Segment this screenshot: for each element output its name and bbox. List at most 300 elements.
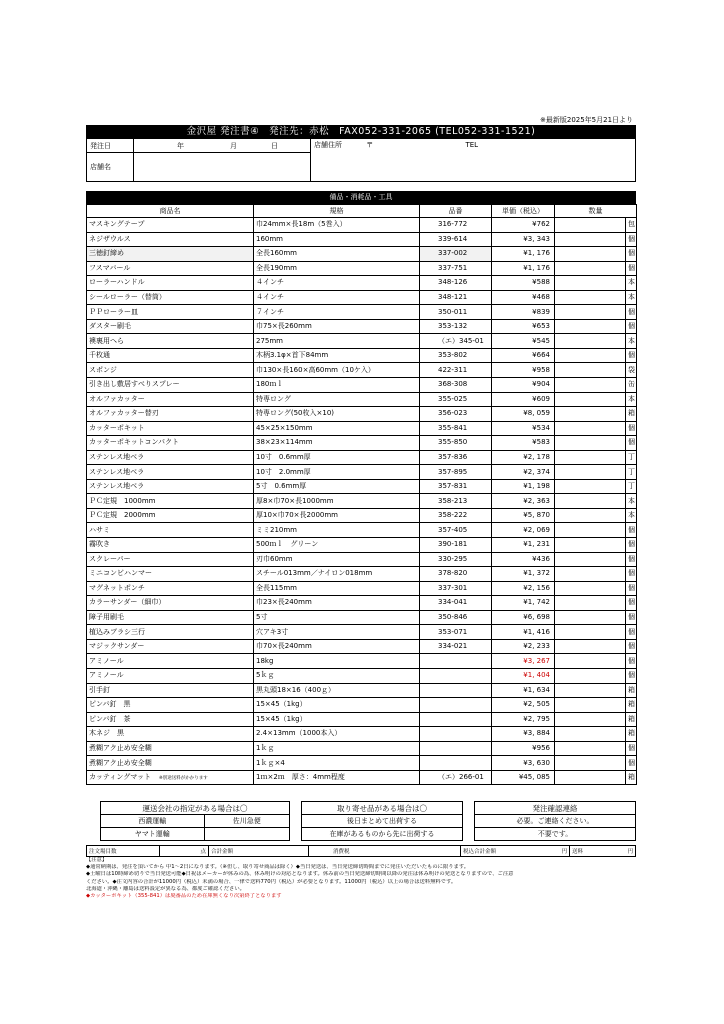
unit-price: ¥1, 634 bbox=[492, 683, 555, 698]
month-label: 月 bbox=[230, 141, 237, 150]
unit-price: ¥1, 404 bbox=[492, 668, 555, 683]
product-name bbox=[87, 567, 254, 582]
option-sagawa[interactable]: 佐川急便 bbox=[204, 815, 289, 828]
product-name-text: マグネットポンチ bbox=[89, 583, 145, 592]
unit-price: ¥3, 267 bbox=[492, 654, 555, 669]
unit-label: 個 bbox=[626, 552, 637, 567]
confirmation-title: 発注確認連絡 bbox=[475, 802, 636, 815]
table-row bbox=[87, 290, 637, 305]
items-table bbox=[86, 204, 637, 785]
product-code: 357-831 bbox=[420, 479, 492, 494]
product-spec: 全長115mm bbox=[254, 581, 420, 596]
product-name bbox=[87, 727, 254, 742]
product-name-text: ステンレス地ベラ bbox=[89, 453, 145, 462]
unit-label: 個 bbox=[626, 756, 637, 771]
quantity-input[interactable] bbox=[555, 392, 626, 407]
product-code bbox=[420, 654, 492, 669]
product-spec: 180ｍｌ bbox=[254, 378, 420, 393]
quantity-input[interactable] bbox=[555, 727, 626, 742]
product-spec: 45×25×150mm bbox=[254, 421, 420, 436]
col-name: 商品名 bbox=[87, 205, 254, 218]
unit-label: 個 bbox=[626, 523, 637, 538]
product-code: 378-820 bbox=[420, 567, 492, 582]
table-row bbox=[87, 610, 637, 625]
product-spec: 木柄3.1φ×首下84mm bbox=[254, 348, 420, 363]
unit-label: 本 bbox=[626, 334, 637, 349]
count-field[interactable] bbox=[160, 846, 209, 857]
tax-field[interactable] bbox=[309, 846, 461, 857]
table-row bbox=[87, 348, 637, 363]
product-spec: 巾75×長260mm bbox=[254, 319, 420, 334]
product-spec: 巾23×長240mm bbox=[254, 596, 420, 611]
unit-label: 個 bbox=[626, 247, 637, 262]
product-spec: 18kg bbox=[254, 654, 420, 669]
product-name-text: ピンバ釘 黒 bbox=[89, 700, 131, 709]
product-name-text: ネジザウルス bbox=[89, 234, 131, 243]
quantity-input[interactable] bbox=[555, 363, 626, 378]
product-spec: 1ｋｇ bbox=[254, 741, 420, 756]
product-code: 357-836 bbox=[420, 450, 492, 465]
quantity-input[interactable] bbox=[555, 698, 626, 713]
product-code: （エ）345-01 bbox=[420, 334, 492, 349]
product-code: 348-126 bbox=[420, 276, 492, 291]
quantity-input[interactable] bbox=[555, 450, 626, 465]
product-name-text: ピンバ釘 茶 bbox=[89, 714, 131, 723]
unit-label: 個 bbox=[626, 305, 637, 320]
store-name-field[interactable] bbox=[134, 153, 311, 182]
product-name-text: シールローラー（替筒） bbox=[89, 293, 166, 301]
unit-price: ¥1, 198 bbox=[492, 479, 555, 494]
table-row bbox=[87, 668, 637, 683]
unit-label: 丁 bbox=[626, 479, 637, 494]
table-row bbox=[87, 494, 637, 509]
product-spec: 15×45（1kg） bbox=[254, 698, 420, 713]
product-code: 356-023 bbox=[420, 407, 492, 422]
unit-price: ¥1, 742 bbox=[492, 596, 555, 611]
product-spec: 1ｋｇ×4 bbox=[254, 756, 420, 771]
product-name-text: ローラーハンドル bbox=[89, 278, 145, 287]
unit-label: 個 bbox=[626, 232, 637, 247]
col-spec: 規格 bbox=[254, 205, 420, 218]
product-code: 350-011 bbox=[420, 305, 492, 320]
table-row bbox=[87, 741, 637, 756]
table-row bbox=[87, 421, 637, 436]
quantity-input[interactable] bbox=[555, 741, 626, 756]
product-name bbox=[87, 741, 254, 756]
unit-price: ¥534 bbox=[492, 421, 555, 436]
product-name bbox=[87, 770, 254, 785]
product-name bbox=[87, 392, 254, 407]
product-name bbox=[87, 508, 254, 523]
table-row bbox=[87, 305, 637, 320]
quantity-input[interactable] bbox=[555, 247, 626, 262]
unit-price: ¥2, 069 bbox=[492, 523, 555, 538]
product-name bbox=[87, 378, 254, 393]
order-date-field[interactable] bbox=[134, 139, 311, 153]
product-code: 353-802 bbox=[420, 348, 492, 363]
table-row bbox=[87, 581, 637, 596]
product-name bbox=[87, 232, 254, 247]
quantity-input[interactable] bbox=[555, 581, 626, 596]
product-name-text: ＰＣ定規 1000mm bbox=[89, 496, 156, 505]
notes-block bbox=[86, 857, 636, 900]
note-line: 北海道・沖縄・離島は送料設定が異なる為、都度ご確認ください。 bbox=[86, 885, 245, 892]
product-name bbox=[87, 334, 254, 349]
table-row bbox=[87, 567, 637, 582]
quantity-input[interactable] bbox=[555, 596, 626, 611]
product-name bbox=[87, 610, 254, 625]
section-title: 備品・消耗品・工具 bbox=[86, 191, 636, 204]
unit-label: 箱 bbox=[626, 407, 637, 422]
product-code: 334-021 bbox=[420, 639, 492, 654]
product-code: 334-041 bbox=[420, 596, 492, 611]
quantity-input[interactable] bbox=[555, 567, 626, 582]
unit-label: 箱 bbox=[626, 698, 637, 713]
product-name-text: 千枚通 bbox=[89, 351, 110, 360]
table-row bbox=[87, 261, 637, 276]
product-code: 339-614 bbox=[420, 232, 492, 247]
totals-row bbox=[86, 845, 636, 857]
shipping-field[interactable] bbox=[570, 846, 636, 857]
unit-price: ¥904 bbox=[492, 378, 555, 393]
unit-label: 本 bbox=[626, 290, 637, 305]
quantity-input[interactable] bbox=[555, 232, 626, 247]
product-name bbox=[87, 552, 254, 567]
product-name bbox=[87, 465, 254, 480]
table-row bbox=[87, 683, 637, 698]
store-address-field[interactable] bbox=[311, 139, 636, 182]
product-name bbox=[87, 625, 254, 640]
product-spec: 10寸 2.0mm厚 bbox=[254, 465, 420, 480]
product-spec: 巾130×長160×高60mm（10ケ入） bbox=[254, 363, 420, 378]
product-code bbox=[420, 741, 492, 756]
unit-label: 個 bbox=[626, 596, 637, 611]
quantity-input[interactable] bbox=[555, 712, 626, 727]
product-name bbox=[87, 712, 254, 727]
product-spec: 特専ロング bbox=[254, 392, 420, 407]
product-name bbox=[87, 407, 254, 422]
table-row bbox=[87, 450, 637, 465]
shipping-label: 送料 bbox=[572, 849, 584, 855]
product-spec: スチール013mm／ナイロン018mm bbox=[254, 567, 420, 582]
quantity-input[interactable] bbox=[555, 319, 626, 334]
quantity-input[interactable] bbox=[555, 261, 626, 276]
tax-label: 消費税 bbox=[333, 849, 350, 855]
product-name bbox=[87, 450, 254, 465]
order-form-title: 金沢屋 発注書④ 発注先：赤松 FAX052-331-2065 (TEL052-331-1521) bbox=[86, 125, 636, 138]
confirmation-box bbox=[474, 801, 636, 841]
unit-label: 個 bbox=[626, 639, 637, 654]
product-name-text: ダスター刷毛 bbox=[89, 322, 131, 331]
unit-label: 個 bbox=[626, 567, 637, 582]
tel-label: TEL bbox=[465, 141, 479, 149]
product-spec: 黒丸頭18×16（400ｇ） bbox=[254, 683, 420, 698]
product-code: 353-071 bbox=[420, 625, 492, 640]
product-code: 330-295 bbox=[420, 552, 492, 567]
product-code: 358-213 bbox=[420, 494, 492, 509]
note-line: ください。◆注文内容の合計が11000円（税込）未満の場合、一律で送料770円（税込）が必要となります。11000円（税込）以上の場合は送料無料です。 bbox=[86, 878, 457, 885]
backorder-box bbox=[301, 801, 463, 841]
table-row bbox=[87, 363, 637, 378]
store-address-label: 店舗住所 bbox=[314, 141, 342, 149]
product-name-text: スポンジ bbox=[89, 365, 117, 374]
table-row bbox=[87, 712, 637, 727]
quantity-input[interactable] bbox=[555, 421, 626, 436]
quantity-input[interactable] bbox=[555, 552, 626, 567]
product-name-text: ＰＣ定規 2000mm bbox=[89, 511, 156, 520]
quantity-input[interactable] bbox=[555, 276, 626, 291]
unit-price: ¥2, 178 bbox=[492, 450, 555, 465]
product-code bbox=[420, 668, 492, 683]
product-name bbox=[87, 581, 254, 596]
product-name-text: カラーサンダー（細巾） bbox=[89, 598, 166, 607]
product-spec: 1ｍ×2ｍ 厚さ：4mm程度 bbox=[254, 770, 420, 785]
product-spec: ４インチ bbox=[254, 276, 420, 291]
quantity-input[interactable] bbox=[555, 494, 626, 509]
unit-label: 個 bbox=[626, 436, 637, 451]
product-name-text: 襖裏用へら bbox=[89, 336, 124, 345]
option-seino[interactable]: 西濃運輸 bbox=[101, 815, 205, 828]
col-qty: 数量 bbox=[555, 205, 637, 218]
table-row bbox=[87, 523, 637, 538]
backorder-title: 取り寄せ品がある場合は〇 bbox=[302, 802, 463, 815]
updated-notice: ※最新版2025年5月21日より bbox=[540, 116, 634, 124]
product-code: 350-846 bbox=[420, 610, 492, 625]
order-date-label: 発注日 bbox=[87, 139, 134, 153]
quantity-input[interactable] bbox=[555, 639, 626, 654]
product-spec: 15×45（1kg） bbox=[254, 712, 420, 727]
unit-label: 本 bbox=[626, 508, 637, 523]
col-code: 品番 bbox=[420, 205, 492, 218]
product-name-text: 煮糊アク止め安全糊 bbox=[89, 758, 152, 767]
product-code bbox=[420, 683, 492, 698]
unit-label: 個 bbox=[626, 538, 637, 553]
unit-price: ¥2, 363 bbox=[492, 494, 555, 509]
quantity-input[interactable] bbox=[555, 436, 626, 451]
product-name-text: 引手釘 bbox=[89, 685, 110, 694]
product-name bbox=[87, 494, 254, 509]
product-name-text: 三徳釘締め bbox=[89, 249, 124, 258]
taxincl-label: 税込合計金額 bbox=[463, 849, 497, 855]
product-spec: 2.4×13mm（1000本入） bbox=[254, 727, 420, 742]
unit-label: 個 bbox=[626, 654, 637, 669]
unit-label: 箱 bbox=[626, 727, 637, 742]
quantity-input[interactable] bbox=[555, 625, 626, 640]
table-row bbox=[87, 232, 637, 247]
product-name-text: ステンレス地ベラ bbox=[89, 467, 145, 476]
quantity-input[interactable] bbox=[555, 334, 626, 349]
unit-label: 本 bbox=[626, 392, 637, 407]
product-name-text: カッターポキットコンパクト bbox=[89, 438, 180, 447]
unit-price: ¥6, 698 bbox=[492, 610, 555, 625]
taxincl-field[interactable] bbox=[461, 846, 570, 857]
product-name-text: カッターポキット bbox=[89, 423, 145, 432]
product-spec: 穴アキ3寸 bbox=[254, 625, 420, 640]
product-name bbox=[87, 538, 254, 553]
table-row bbox=[87, 727, 637, 742]
product-name bbox=[87, 654, 254, 669]
total-field[interactable] bbox=[209, 846, 309, 857]
table-row bbox=[87, 538, 637, 553]
col-price: 単価（税込） bbox=[492, 205, 555, 218]
option-yamato[interactable]: ヤマト運輸 bbox=[101, 828, 205, 841]
product-name bbox=[87, 247, 254, 262]
table-row bbox=[87, 218, 637, 233]
option-blank[interactable] bbox=[204, 828, 289, 841]
table-row bbox=[87, 465, 637, 480]
option-ship-together[interactable]: 後日まとめて出荷する bbox=[302, 815, 463, 828]
product-code bbox=[420, 756, 492, 771]
product-code: 337-751 bbox=[420, 261, 492, 276]
product-spec: 500ｍｌ グリーン bbox=[254, 538, 420, 553]
product-code: 316-772 bbox=[420, 218, 492, 233]
product-name bbox=[87, 523, 254, 538]
table-row bbox=[87, 392, 637, 407]
product-code: 390-181 bbox=[420, 538, 492, 553]
product-name bbox=[87, 261, 254, 276]
product-spec: 刃巾60mm bbox=[254, 552, 420, 567]
unit-label: 個 bbox=[626, 581, 637, 596]
unit-label: 缶 bbox=[626, 378, 637, 393]
unit-price: ¥5, 870 bbox=[492, 508, 555, 523]
unit-label: 包 bbox=[626, 218, 637, 233]
quantity-input[interactable] bbox=[555, 538, 626, 553]
unit-label: 本 bbox=[626, 494, 637, 509]
table-row bbox=[87, 479, 637, 494]
unit-price: ¥436 bbox=[492, 552, 555, 567]
quantity-input[interactable] bbox=[555, 610, 626, 625]
quantity-input[interactable] bbox=[555, 756, 626, 771]
quantity-input[interactable] bbox=[555, 654, 626, 669]
unit-price: ¥664 bbox=[492, 348, 555, 363]
unit-price: ¥8, 059 bbox=[492, 407, 555, 422]
unit-price: ¥3, 630 bbox=[492, 756, 555, 771]
table-row bbox=[87, 319, 637, 334]
quantity-input[interactable] bbox=[555, 290, 626, 305]
quantity-input[interactable] bbox=[555, 305, 626, 320]
quantity-input[interactable] bbox=[555, 465, 626, 480]
shipping-company-title: 運送会社の指定がある場合は〇 bbox=[101, 802, 290, 815]
product-name-text: カッティングマット bbox=[89, 772, 151, 781]
product-code: （エ）266-01 bbox=[420, 770, 492, 785]
table-row bbox=[87, 436, 637, 451]
unit-price: ¥956 bbox=[492, 741, 555, 756]
quantity-input[interactable] bbox=[555, 378, 626, 393]
note-line: ◆通常納期は、発注を頂いてから 中1～2日になります。（※但し、取り寄せ商品は除く）◆当日発送は、当日発送締切時間までに発注いただいたものに限ります。 bbox=[86, 864, 470, 871]
count-label: 注文場目数 bbox=[87, 846, 160, 857]
unit-price: ¥588 bbox=[492, 276, 555, 291]
unit-price: ¥609 bbox=[492, 392, 555, 407]
product-name-text: ミニコンビハンマー bbox=[89, 569, 152, 578]
unit-label: 個 bbox=[626, 261, 637, 276]
quantity-input[interactable] bbox=[555, 668, 626, 683]
product-name bbox=[87, 363, 254, 378]
product-spec: 275mm bbox=[254, 334, 420, 349]
unit-label: 個 bbox=[626, 668, 637, 683]
product-spec: 5寸 bbox=[254, 610, 420, 625]
product-name-text: 煮糊アク止め安全糊 bbox=[89, 743, 152, 752]
table-row bbox=[87, 756, 637, 771]
quantity-input[interactable] bbox=[555, 479, 626, 494]
product-name-text: 引き出し敷居すべりスプレー bbox=[89, 380, 180, 389]
unit-label: 箱 bbox=[626, 712, 637, 727]
product-name bbox=[87, 276, 254, 291]
unit-label: 個 bbox=[626, 348, 637, 363]
product-spec: 巾24mm×長18m（5巻入） bbox=[254, 218, 420, 233]
shipping-yen: 円 bbox=[627, 849, 633, 855]
product-name-text: アミノール bbox=[89, 671, 124, 680]
product-name-text: ステンレス地ベラ bbox=[89, 482, 145, 491]
quantity-input[interactable] bbox=[555, 508, 626, 523]
option-contact-not-needed[interactable]: 不要です。 bbox=[475, 828, 636, 841]
quantity-input[interactable] bbox=[555, 218, 626, 233]
option-contact-needed[interactable]: 必要。ご連絡ください。 bbox=[475, 815, 636, 828]
taxincl-yen: 円 bbox=[561, 849, 567, 855]
unit-label: 個 bbox=[626, 741, 637, 756]
product-spec: 特専ロング(50枚入×10) bbox=[254, 407, 420, 422]
product-name bbox=[87, 290, 254, 305]
table-row bbox=[87, 407, 637, 422]
quantity-input[interactable] bbox=[555, 407, 626, 422]
product-code: 355-841 bbox=[420, 421, 492, 436]
quantity-input[interactable] bbox=[555, 770, 626, 785]
product-code: 358-222 bbox=[420, 508, 492, 523]
unit-price: ¥2, 374 bbox=[492, 465, 555, 480]
product-name bbox=[87, 479, 254, 494]
product-code: 357-895 bbox=[420, 465, 492, 480]
product-name bbox=[87, 218, 254, 233]
unit-price: ¥468 bbox=[492, 290, 555, 305]
product-code bbox=[420, 712, 492, 727]
product-name bbox=[87, 639, 254, 654]
quantity-input[interactable] bbox=[555, 348, 626, 363]
note-line: 【注意】 bbox=[86, 857, 108, 863]
unit-price: ¥2, 505 bbox=[492, 698, 555, 713]
option-ship-in-stock-first[interactable]: 在庫があるものから先に出荷する bbox=[302, 828, 463, 841]
product-code: 422-311 bbox=[420, 363, 492, 378]
product-code: 355-850 bbox=[420, 436, 492, 451]
total-label: 合計金額 bbox=[211, 849, 234, 855]
unit-price: ¥1, 176 bbox=[492, 247, 555, 262]
product-code bbox=[420, 698, 492, 713]
table-row bbox=[87, 625, 637, 640]
unit-label: 丁 bbox=[626, 465, 637, 480]
shipping-company-box bbox=[100, 801, 290, 841]
unit-price: ¥1, 372 bbox=[492, 567, 555, 582]
product-name-text: オルファカッター bbox=[89, 394, 145, 403]
product-code: 357-405 bbox=[420, 523, 492, 538]
unit-price: ¥1, 231 bbox=[492, 538, 555, 553]
product-name bbox=[87, 348, 254, 363]
unit-price: ¥1, 416 bbox=[492, 625, 555, 640]
table-row bbox=[87, 552, 637, 567]
product-code: 355-025 bbox=[420, 392, 492, 407]
postal-mark: 〒 bbox=[366, 141, 374, 149]
quantity-input[interactable] bbox=[555, 683, 626, 698]
product-name-text: 障子用刷毛 bbox=[89, 613, 124, 622]
table-row bbox=[87, 247, 637, 262]
product-name bbox=[87, 698, 254, 713]
unit-label: 箱 bbox=[626, 770, 637, 785]
table-row bbox=[87, 596, 637, 611]
product-code: 368-308 bbox=[420, 378, 492, 393]
product-name-text: 霧吹き bbox=[89, 540, 110, 549]
items-header-row bbox=[87, 205, 637, 218]
table-row bbox=[87, 276, 637, 291]
table-row bbox=[87, 698, 637, 713]
unit-price: ¥2, 156 bbox=[492, 581, 555, 596]
quantity-input[interactable] bbox=[555, 523, 626, 538]
